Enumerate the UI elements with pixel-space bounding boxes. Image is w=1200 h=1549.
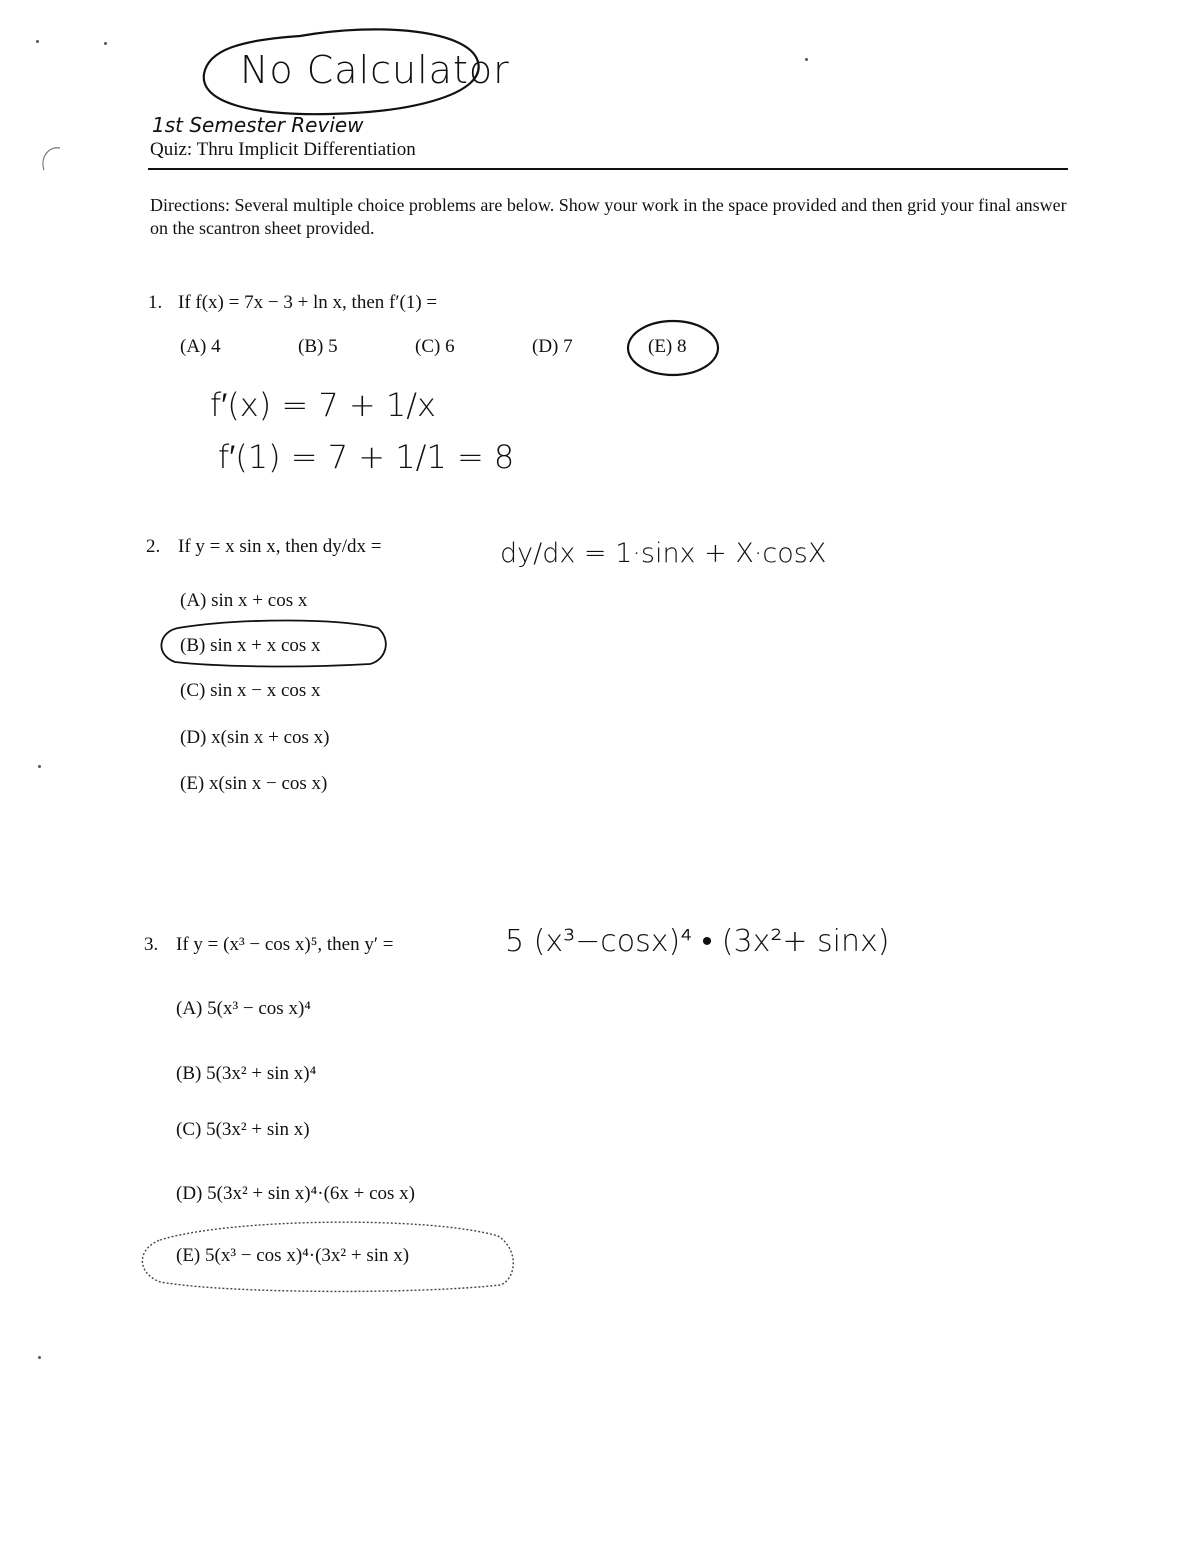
q3-option-b[interactable]: (B) 5(3x² + sin x)⁴ [176,1063,317,1084]
question-2-number: 2. [146,536,161,557]
q1-option-d[interactable]: (D) 7 [532,336,573,357]
question-2-prompt: If y = x sin x, then dy/dx = [178,536,382,557]
margin-mark [43,148,60,170]
quiz-title: Quiz: Thru Implicit Differentiation [150,139,416,160]
question-1-prompt: If f(x) = 7x − 3 + ln x, then f′(1) = [178,292,438,313]
q2-option-a[interactable]: (A) sin x + cos x [180,590,308,611]
q1-option-e[interactable]: (E) 8 [648,336,687,357]
q3-option-c[interactable]: (C) 5(3x² + sin x) [176,1119,310,1140]
q3-option-a[interactable]: (A) 5(x³ − cos x)⁴ [176,998,311,1019]
q2-option-d[interactable]: (D) x(sin x + cos x) [180,727,330,748]
header-rule [148,168,1068,170]
q1-option-c[interactable]: (C) 6 [415,336,455,357]
q3-work: 5 (x³−cosx)⁴ • (3x²+ sinx) [505,924,890,959]
question-3-prompt: If y = (x³ − cos x)⁵, then y′ = [176,934,394,955]
q2-work: dy/dx = 1·sinx + X·cosX [500,538,827,569]
q2-option-b[interactable]: (B) sin x + x cos x [180,635,321,656]
handwritten-title: 1st Semester Review [152,113,364,137]
q1-option-a[interactable]: (A) 4 [180,336,221,357]
directions-text: Directions: Several multiple choice problems are below. Show your work in the space provided and then grid your final answer on the scantron sheet provided. [150,195,1067,238]
q3-option-d[interactable]: (D) 5(3x² + sin x)⁴·(6x + cos x) [176,1183,416,1204]
q1-option-b[interactable]: (B) 5 [298,336,338,357]
q2-option-e[interactable]: (E) x(sin x − cos x) [180,773,328,794]
q2-option-c[interactable]: (C) sin x − x cos x [180,680,321,701]
q3-option-e[interactable]: (E) 5(x³ − cos x)⁴·(3x² + sin x) [176,1245,410,1266]
question-1-number: 1. [148,292,163,313]
question-3-number: 3. [144,934,159,955]
q1-work-line-1: f′(x) = 7 + 1/x [210,386,436,424]
no-calculator-stamp: No Calculator [240,48,510,92]
q1-work-line-2: f′(1) = 7 + 1/1 = 8 [218,438,515,476]
